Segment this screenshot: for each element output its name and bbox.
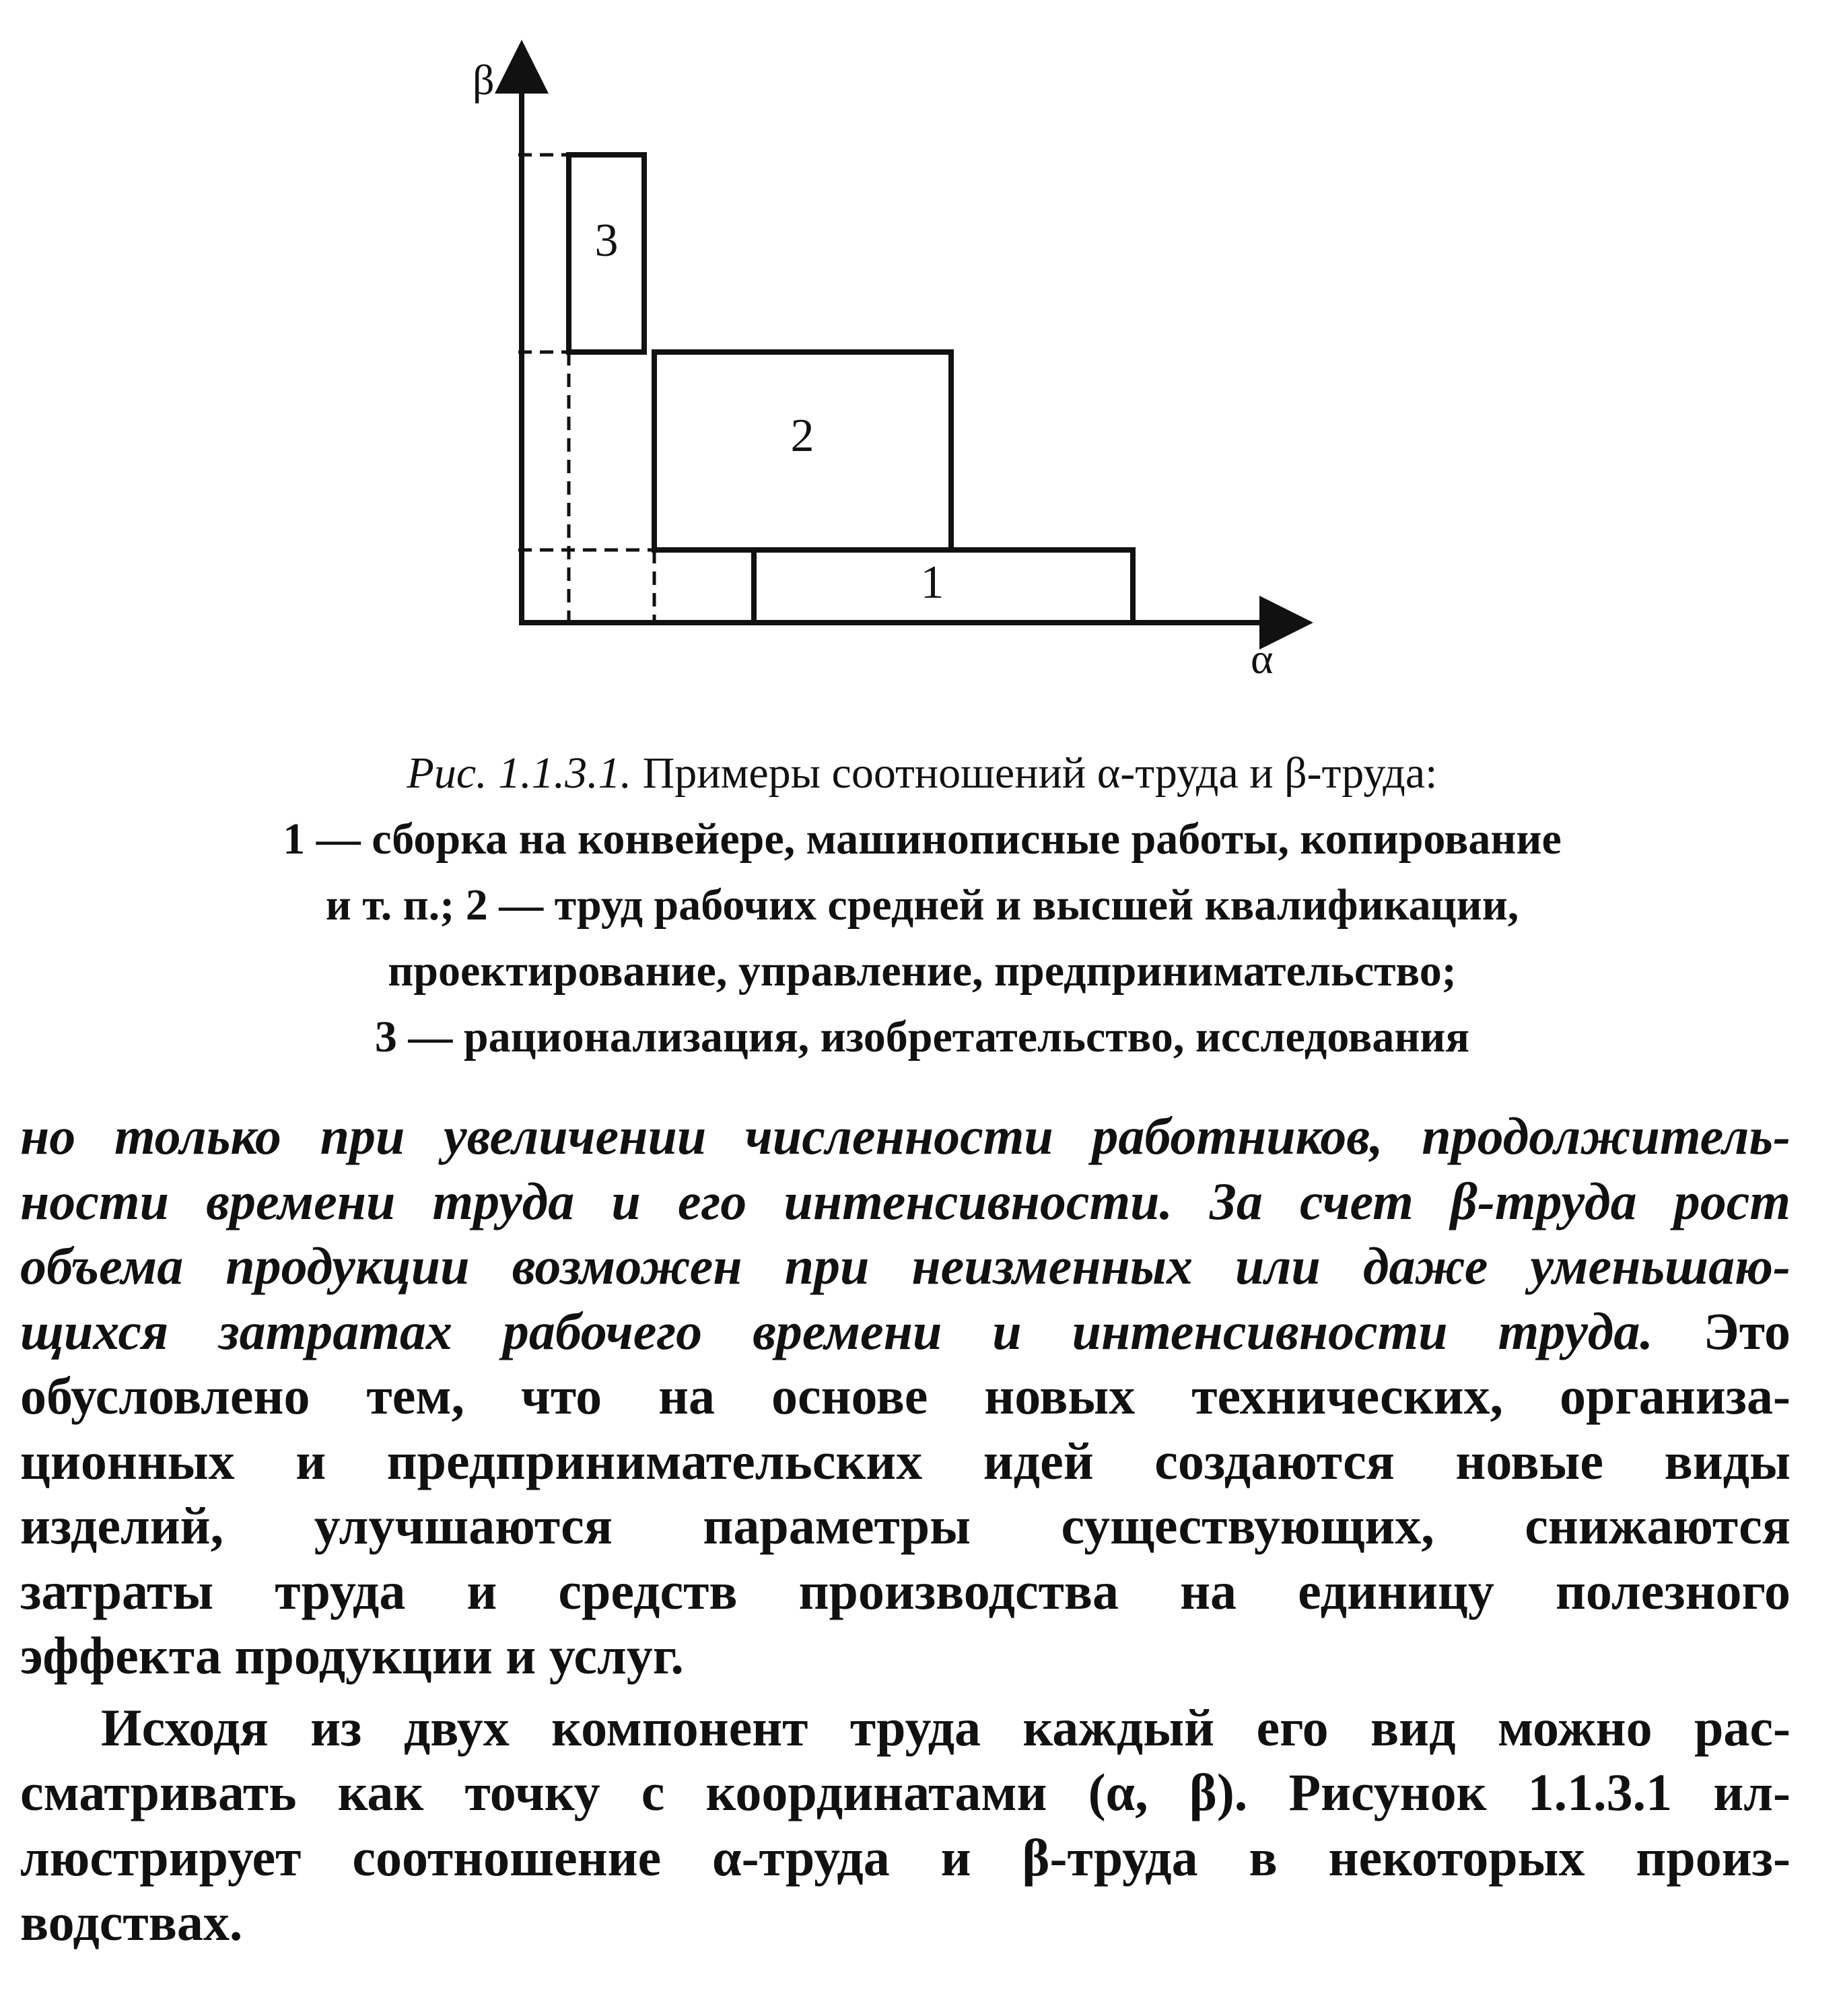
x-axis-label: α [1251, 635, 1274, 683]
text-regular-span: Это [1653, 1301, 1790, 1360]
caption-line: проектирование, управление, предпринимательство; [388, 946, 1457, 996]
text-line: ционных и предпринимательских идей создаются новые виды [20, 1431, 1790, 1490]
text-line: обусловлено тем, что на основе новых технических, организа- [20, 1366, 1790, 1425]
text-line: водствах. [20, 1893, 243, 1951]
text-line: ности времени труда и его интенсивности. За счет β-труда рост [20, 1171, 1790, 1230]
region-2-label: 2 [790, 410, 814, 462]
text-line: эффекта продукции и услуг. [20, 1626, 684, 1685]
text-line: люстрирует соотношение α-труда и β-труда в некоторых произ- [20, 1828, 1790, 1887]
caption-line: и т. п.; 2 — труд рабочих средней и высшей квалификации, [325, 880, 1519, 930]
paragraph-1 [20, 1104, 1790, 1689]
text-line: сматривать как точку с координатами (α, β). Рисунок 1.1.3.1 ил- [20, 1763, 1790, 1821]
text-line: изделий, улучшаются параметры существующих, снижаются [20, 1496, 1790, 1555]
caption-title: Примеры соотношений α-труда и β-труда: [642, 749, 1438, 798]
region-1-label: 1 [920, 557, 944, 609]
caption-line: 3 — рационализация, изобретательство, исследования [374, 1012, 1470, 1062]
text-line: но только при увеличении численности работников, продолжитель- [20, 1107, 1790, 1165]
figure-caption [121, 740, 1723, 1070]
text-line: объема продукции возможен при неизменных или даже уменьшаю- [20, 1237, 1790, 1295]
text-line [20, 1299, 1790, 1364]
figure-diagram [0, 0, 1843, 700]
body-text [20, 1104, 1790, 1955]
caption-line: 1 — сборка на конвейере, машинописные работы, копирование [283, 814, 1562, 864]
region-3-label: 3 [594, 215, 619, 267]
caption-title-line [121, 740, 1723, 806]
text-italic-span: щихся затратах рабочего времени и интенсивности труда. [20, 1301, 1653, 1360]
text-line: затраты труда и средств производства на единицу полезного [20, 1561, 1790, 1620]
text-line: Исходя из двух компонент труда каждый его вид можно рас- [101, 1698, 1790, 1757]
figure-number: Рис. 1.1.3.1. [407, 749, 632, 798]
paragraph-2 [20, 1696, 1790, 1955]
y-axis-label: β [473, 56, 495, 104]
